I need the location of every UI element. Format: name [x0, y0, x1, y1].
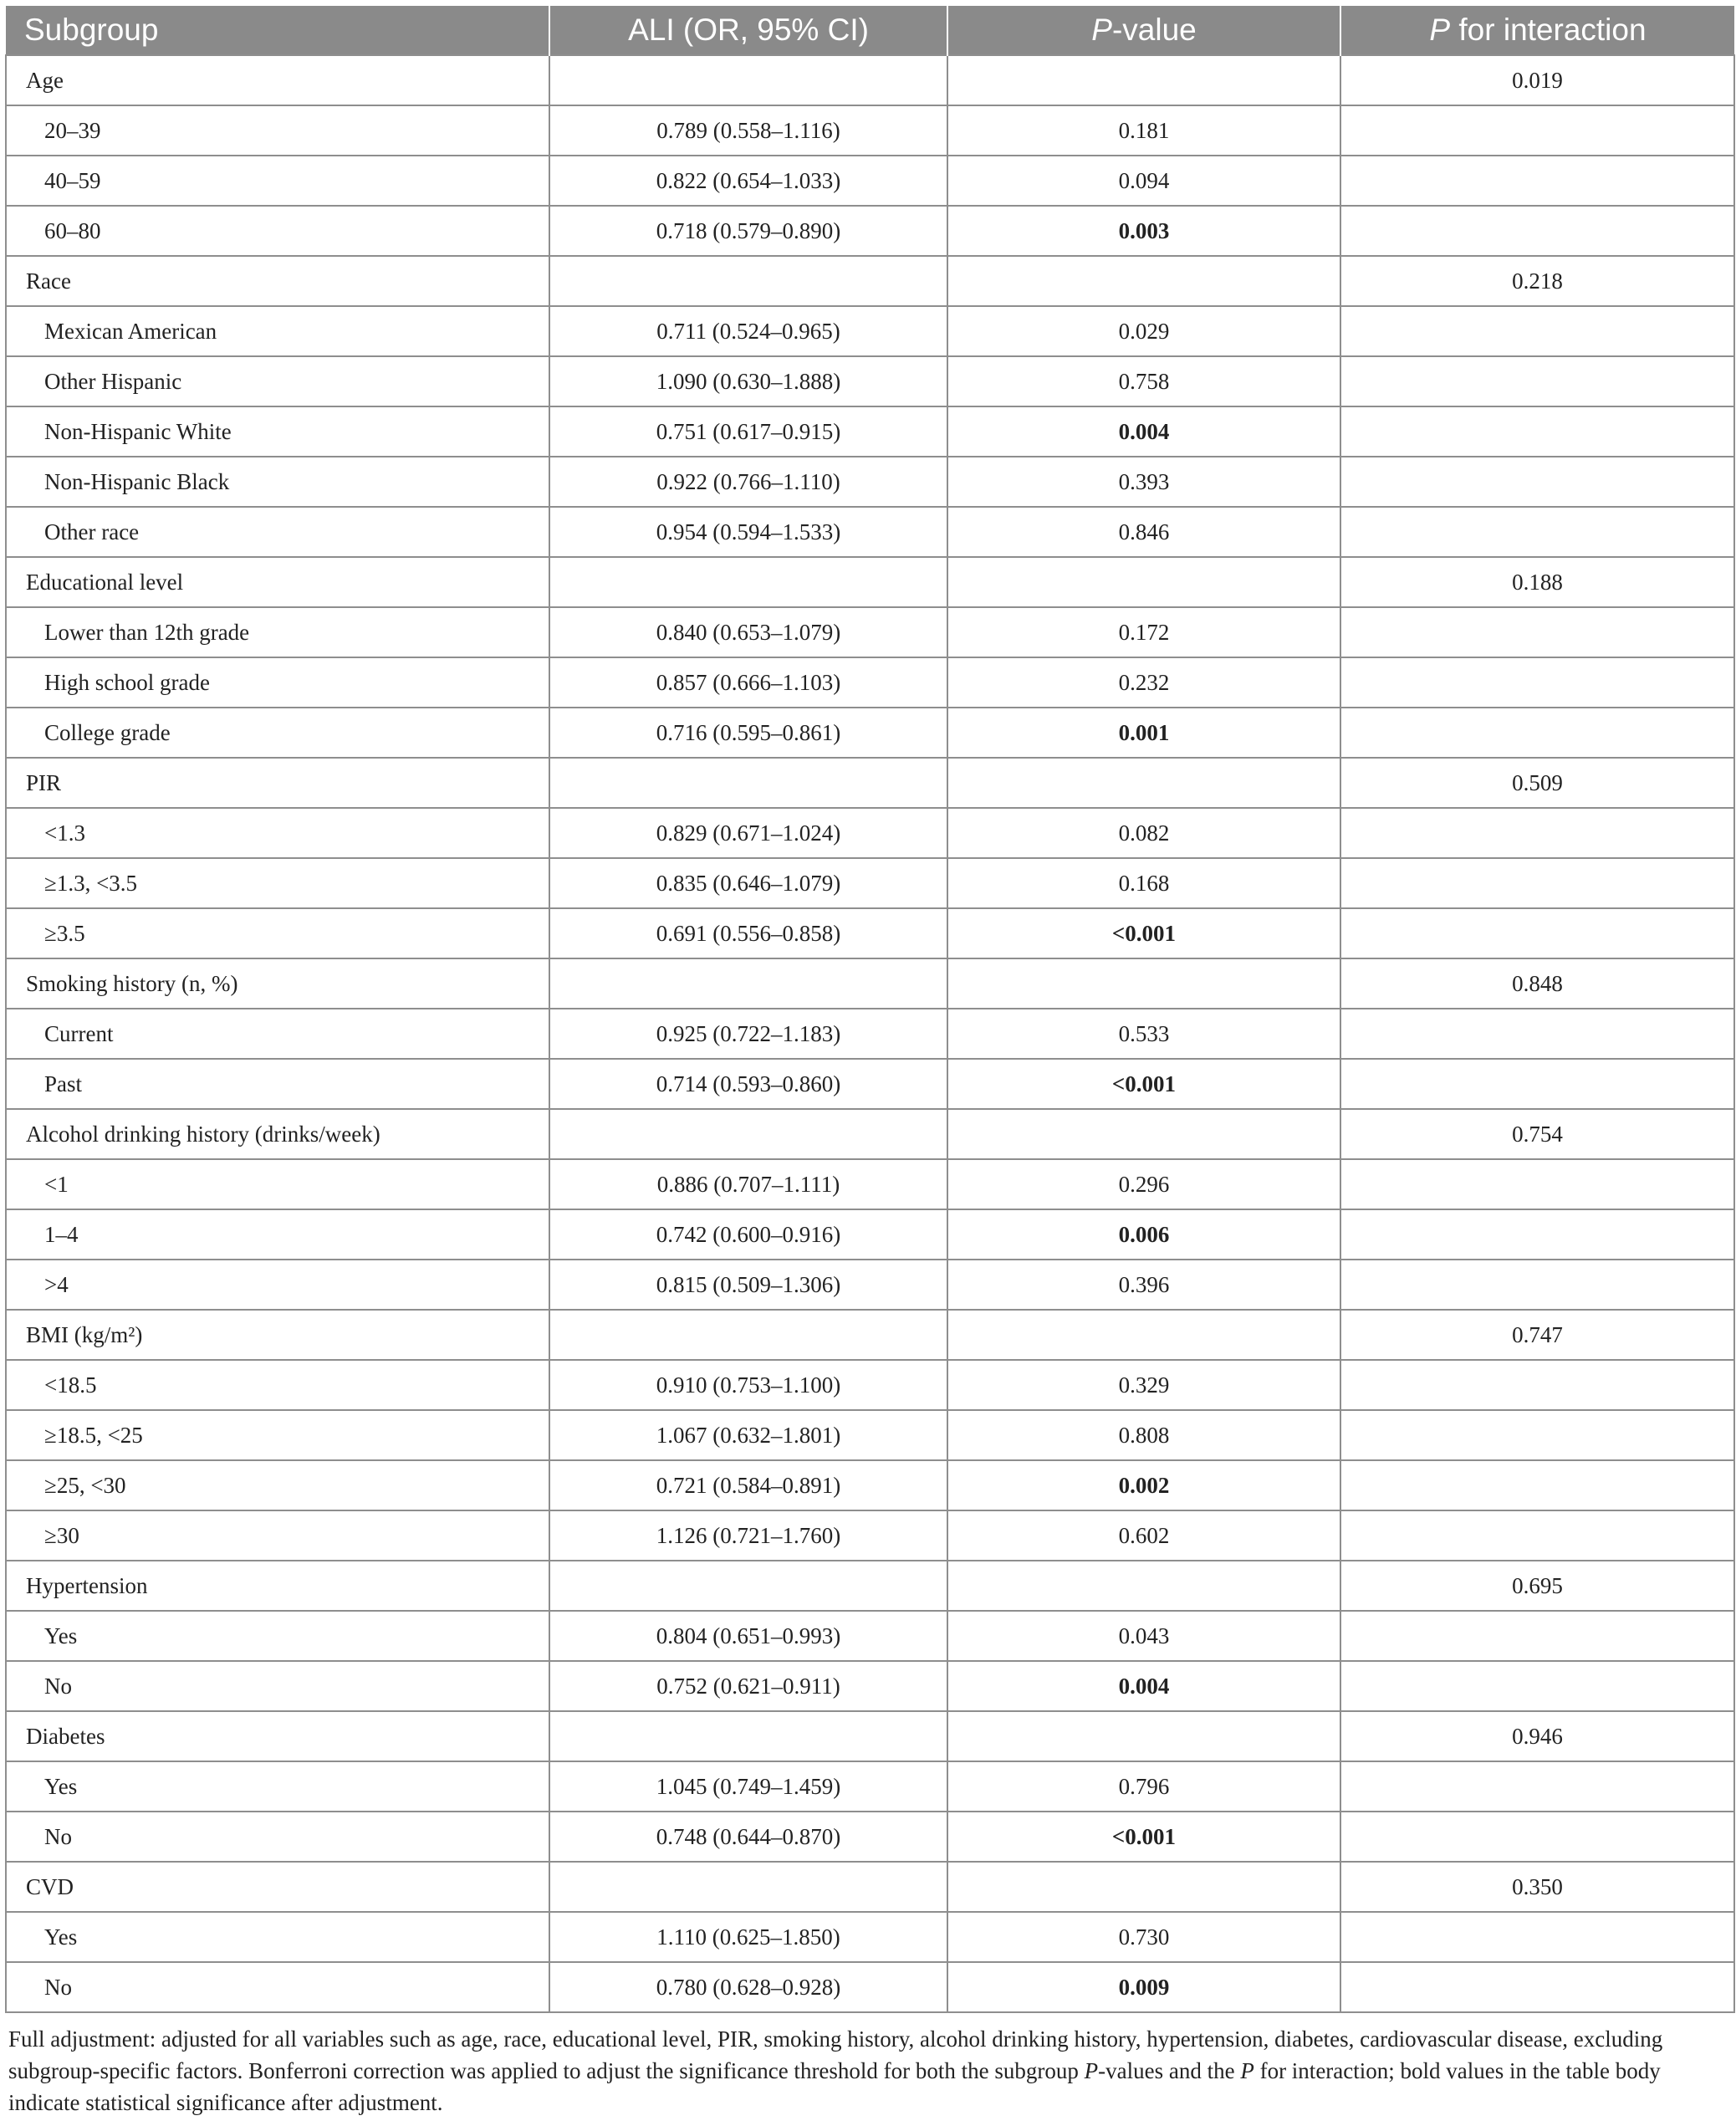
odds-ratio-cell — [549, 1711, 947, 1761]
p-value-cell: <0.001 — [947, 1059, 1340, 1109]
subgroup-cell: ≥3.5 — [6, 908, 549, 958]
p-interaction-cell — [1340, 1761, 1734, 1812]
footnote-italic-p1: P — [1084, 2058, 1099, 2083]
subgroup-cell: Alcohol drinking history (drinks/week) — [6, 1109, 549, 1159]
p-value-cell: 0.168 — [947, 858, 1340, 908]
header-p-interaction — [1340, 6, 1734, 55]
p-interaction-cell — [1340, 657, 1734, 708]
p-interaction-cell — [1340, 808, 1734, 858]
p-interaction-cell — [1340, 1410, 1734, 1460]
table-row — [6, 1209, 1734, 1260]
p-interaction-cell — [1340, 1812, 1734, 1862]
subgroup-cell: CVD — [6, 1862, 549, 1912]
p-interaction-cell: 0.350 — [1340, 1862, 1734, 1912]
p-value-cell: 0.004 — [947, 1661, 1340, 1711]
p-interaction-cell — [1340, 356, 1734, 406]
subgroup-analysis-table — [5, 6, 1735, 2013]
subgroup-cell: Other Hispanic — [6, 356, 549, 406]
odds-ratio-cell — [549, 1561, 947, 1611]
subgroup-cell: ≥18.5, <25 — [6, 1410, 549, 1460]
odds-ratio-cell — [549, 256, 947, 306]
p-interaction-cell: 0.848 — [1340, 958, 1734, 1009]
subgroup-cell: No — [6, 1962, 549, 2012]
odds-ratio-cell: 0.711 (0.524–0.965) — [549, 306, 947, 356]
p-interaction-cell — [1340, 858, 1734, 908]
subgroup-cell: 1–4 — [6, 1209, 549, 1260]
subgroup-cell: Current — [6, 1009, 549, 1059]
odds-ratio-cell — [549, 1310, 947, 1360]
odds-ratio-cell: 0.721 (0.584–0.891) — [549, 1460, 947, 1510]
table-row — [6, 1912, 1734, 1962]
p-interaction-cell — [1340, 1059, 1734, 1109]
odds-ratio-cell: 1.110 (0.625–1.850) — [549, 1912, 947, 1962]
odds-ratio-cell: 0.789 (0.558–1.116) — [549, 105, 947, 156]
table-row — [6, 1962, 1734, 2012]
odds-ratio-cell: 1.090 (0.630–1.888) — [549, 356, 947, 406]
subgroup-cell: No — [6, 1812, 549, 1862]
p-value-cell: 0.006 — [947, 1209, 1340, 1260]
p-interaction-cell — [1340, 206, 1734, 256]
odds-ratio-cell: 0.748 (0.644–0.870) — [549, 1812, 947, 1862]
subgroup-cell: Non-Hispanic Black — [6, 457, 549, 507]
table-row — [6, 1009, 1734, 1059]
p-value-cell: 0.232 — [947, 657, 1340, 708]
group-row — [6, 55, 1734, 105]
p-interaction-cell — [1340, 406, 1734, 457]
p-interaction-cell — [1340, 306, 1734, 356]
table-row — [6, 105, 1734, 156]
p-interaction-cell — [1340, 1510, 1734, 1561]
subgroup-cell: No — [6, 1661, 549, 1711]
p-value-cell: 0.172 — [947, 607, 1340, 657]
subgroup-cell: Yes — [6, 1611, 549, 1661]
subgroup-cell: Mexican American — [6, 306, 549, 356]
odds-ratio-cell: 0.954 (0.594–1.533) — [549, 507, 947, 557]
subgroup-cell: Yes — [6, 1912, 549, 1962]
p-interaction-cell — [1340, 1009, 1734, 1059]
subgroup-cell: Lower than 12th grade — [6, 607, 549, 657]
subgroup-cell: Age — [6, 55, 549, 105]
p-value-cell: 0.002 — [947, 1460, 1340, 1510]
odds-ratio-cell: 0.829 (0.671–1.024) — [549, 808, 947, 858]
p-interaction-cell — [1340, 1460, 1734, 1510]
subgroup-cell: PIR — [6, 758, 549, 808]
odds-ratio-cell: 0.815 (0.509–1.306) — [549, 1260, 947, 1310]
table-row — [6, 607, 1734, 657]
header-p-interaction-italic: P — [1429, 13, 1451, 47]
p-interaction-cell — [1340, 156, 1734, 206]
odds-ratio-cell: 0.751 (0.617–0.915) — [549, 406, 947, 457]
odds-ratio-cell — [549, 557, 947, 607]
p-value-cell: <0.001 — [947, 1812, 1340, 1862]
p-value-cell: 0.296 — [947, 1159, 1340, 1209]
p-interaction-cell — [1340, 507, 1734, 557]
header-row — [6, 6, 1734, 55]
p-value-cell — [947, 1711, 1340, 1761]
table-header — [6, 6, 1734, 55]
p-value-cell: 0.846 — [947, 507, 1340, 557]
table-row — [6, 1510, 1734, 1561]
subgroup-cell: Other race — [6, 507, 549, 557]
odds-ratio-cell: 0.886 (0.707–1.111) — [549, 1159, 947, 1209]
odds-ratio-cell: 0.835 (0.646–1.079) — [549, 858, 947, 908]
p-interaction-cell — [1340, 1209, 1734, 1260]
subgroup-cell: Race — [6, 256, 549, 306]
subgroup-cell: Educational level — [6, 557, 549, 607]
p-value-cell: 0.808 — [947, 1410, 1340, 1460]
p-interaction-cell — [1340, 105, 1734, 156]
p-interaction-cell: 0.509 — [1340, 758, 1734, 808]
p-value-cell: 0.796 — [947, 1761, 1340, 1812]
p-value-cell: 0.602 — [947, 1510, 1340, 1561]
subgroup-cell: Hypertension — [6, 1561, 549, 1611]
p-interaction-cell: 0.019 — [1340, 55, 1734, 105]
odds-ratio-cell: 0.857 (0.666–1.103) — [549, 657, 947, 708]
header-subgroup: Subgroup — [6, 6, 549, 55]
table-row — [6, 1410, 1734, 1460]
odds-ratio-cell — [549, 1862, 947, 1912]
group-row — [6, 1711, 1734, 1761]
odds-ratio-cell: 0.804 (0.651–0.993) — [549, 1611, 947, 1661]
subgroup-cell: <18.5 — [6, 1360, 549, 1410]
p-interaction-cell: 0.218 — [1340, 256, 1734, 306]
p-interaction-cell: 0.946 — [1340, 1711, 1734, 1761]
table-row — [6, 1260, 1734, 1310]
odds-ratio-cell — [549, 55, 947, 105]
odds-ratio-cell — [549, 958, 947, 1009]
header-p-interaction-rest: for interaction — [1450, 13, 1647, 47]
odds-ratio-cell: 0.822 (0.654–1.033) — [549, 156, 947, 206]
p-value-cell: 0.043 — [947, 1611, 1340, 1661]
table-row — [6, 507, 1734, 557]
table-row — [6, 1360, 1734, 1410]
p-value-cell: 0.094 — [947, 156, 1340, 206]
p-value-cell — [947, 758, 1340, 808]
p-value-cell: 0.396 — [947, 1260, 1340, 1310]
header-pvalue — [947, 6, 1340, 55]
header-ali: ALI (OR, 95% CI) — [549, 6, 947, 55]
table-row — [6, 1611, 1734, 1661]
subgroup-cell: Smoking history (n, %) — [6, 958, 549, 1009]
footnote-part1: Full adjustment: adjusted for all variables such as age, race, educational level, PIR, smoking history, alcohol drinking history, hypertension, diabetes, cardiovascular disease, excluding subgroup-specific factors. Bonferroni correction was applied to adjust the significance threshold for both the subgroup — [8, 2026, 1663, 2083]
p-value-cell: 0.329 — [947, 1360, 1340, 1410]
p-interaction-cell — [1340, 607, 1734, 657]
p-interaction-cell — [1340, 1360, 1734, 1410]
p-value-cell — [947, 958, 1340, 1009]
p-interaction-cell: 0.188 — [1340, 557, 1734, 607]
table-row — [6, 657, 1734, 708]
subgroup-cell: ≥25, <30 — [6, 1460, 549, 1510]
subgroup-cell: College grade — [6, 708, 549, 758]
table-row — [6, 1761, 1734, 1812]
subgroup-cell: Diabetes — [6, 1711, 549, 1761]
subgroup-cell: High school grade — [6, 657, 549, 708]
subgroup-cell: BMI (kg/m²) — [6, 1310, 549, 1360]
odds-ratio-cell: 0.752 (0.621–0.911) — [549, 1661, 947, 1711]
p-interaction-cell — [1340, 708, 1734, 758]
table-row — [6, 1059, 1734, 1109]
p-interaction-cell — [1340, 1661, 1734, 1711]
group-row — [6, 1561, 1734, 1611]
subgroup-cell: <1 — [6, 1159, 549, 1209]
subgroup-cell: >4 — [6, 1260, 549, 1310]
subgroup-cell: ≥1.3, <3.5 — [6, 858, 549, 908]
p-value-cell: 0.393 — [947, 457, 1340, 507]
p-value-cell — [947, 1109, 1340, 1159]
table-row — [6, 1661, 1734, 1711]
p-value-cell: 0.082 — [947, 808, 1340, 858]
table-row — [6, 858, 1734, 908]
odds-ratio-cell: 0.925 (0.722–1.183) — [549, 1009, 947, 1059]
subgroup-cell: ≥30 — [6, 1510, 549, 1561]
p-value-cell: 0.730 — [947, 1912, 1340, 1962]
p-value-cell: 0.029 — [947, 306, 1340, 356]
p-value-cell: 0.003 — [947, 206, 1340, 256]
subgroup-cell: Past — [6, 1059, 549, 1109]
table-row — [6, 457, 1734, 507]
p-value-cell: <0.001 — [947, 908, 1340, 958]
p-value-cell: 0.001 — [947, 708, 1340, 758]
p-value-cell: 0.758 — [947, 356, 1340, 406]
table-row — [6, 1812, 1734, 1862]
odds-ratio-cell: 0.910 (0.753–1.100) — [549, 1360, 947, 1410]
p-interaction-cell — [1340, 1159, 1734, 1209]
footnote-part3: for interaction; bold values in the table body indicate statistical significance after adjustment. — [8, 2058, 1661, 2115]
odds-ratio-cell: 0.691 (0.556–0.858) — [549, 908, 947, 958]
group-row — [6, 758, 1734, 808]
subgroup-cell: 60–80 — [6, 206, 549, 256]
odds-ratio-cell: 0.718 (0.579–0.890) — [549, 206, 947, 256]
p-value-cell — [947, 1862, 1340, 1912]
subgroup-cell: 20–39 — [6, 105, 549, 156]
subgroup-cell: <1.3 — [6, 808, 549, 858]
odds-ratio-cell: 0.840 (0.653–1.079) — [549, 607, 947, 657]
p-value-cell — [947, 55, 1340, 105]
odds-ratio-cell: 0.742 (0.600–0.916) — [549, 1209, 947, 1260]
footnote-part2: -values and the — [1098, 2058, 1241, 2083]
table-row — [6, 206, 1734, 256]
odds-ratio-cell: 1.067 (0.632–1.801) — [549, 1410, 947, 1460]
p-value-cell — [947, 1310, 1340, 1360]
table-row — [6, 908, 1734, 958]
p-interaction-cell: 0.695 — [1340, 1561, 1734, 1611]
p-interaction-cell: 0.747 — [1340, 1310, 1734, 1360]
group-row — [6, 1109, 1734, 1159]
subgroup-cell: Yes — [6, 1761, 549, 1812]
p-value-cell — [947, 557, 1340, 607]
p-interaction-cell — [1340, 1912, 1734, 1962]
odds-ratio-cell: 0.714 (0.593–0.860) — [549, 1059, 947, 1109]
footnote-italic-p2: P — [1240, 2058, 1254, 2083]
table-row — [6, 808, 1734, 858]
p-interaction-cell — [1340, 908, 1734, 958]
table-row — [6, 708, 1734, 758]
table-body — [6, 55, 1734, 2012]
p-interaction-cell — [1340, 1260, 1734, 1310]
odds-ratio-cell — [549, 758, 947, 808]
table-row — [6, 1460, 1734, 1510]
p-interaction-cell — [1340, 1611, 1734, 1661]
p-value-cell: 0.004 — [947, 406, 1340, 457]
p-value-cell: 0.181 — [947, 105, 1340, 156]
p-interaction-cell: 0.754 — [1340, 1109, 1734, 1159]
subgroup-cell: Non-Hispanic White — [6, 406, 549, 457]
header-pvalue-italic: P — [1091, 13, 1112, 47]
odds-ratio-cell: 0.716 (0.595–0.861) — [549, 708, 947, 758]
table-row — [6, 406, 1734, 457]
group-row — [6, 557, 1734, 607]
odds-ratio-cell: 1.045 (0.749–1.459) — [549, 1761, 947, 1812]
table-row — [6, 356, 1734, 406]
p-value-cell: 0.533 — [947, 1009, 1340, 1059]
p-value-cell — [947, 1561, 1340, 1611]
group-row — [6, 958, 1734, 1009]
odds-ratio-cell: 0.922 (0.766–1.110) — [549, 457, 947, 507]
odds-ratio-cell: 0.780 (0.628–0.928) — [549, 1962, 947, 2012]
odds-ratio-cell — [549, 1109, 947, 1159]
odds-ratio-cell: 1.126 (0.721–1.760) — [549, 1510, 947, 1561]
p-interaction-cell — [1340, 457, 1734, 507]
table-document — [5, 6, 1733, 2118]
p-value-cell: 0.009 — [947, 1962, 1340, 2012]
group-row — [6, 1310, 1734, 1360]
p-value-cell — [947, 256, 1340, 306]
group-row — [6, 256, 1734, 306]
table-footnote — [5, 2013, 1733, 2118]
header-pvalue-rest: -value — [1111, 13, 1197, 47]
table-row — [6, 1159, 1734, 1209]
table-row — [6, 306, 1734, 356]
subgroup-cell: 40–59 — [6, 156, 549, 206]
group-row — [6, 1862, 1734, 1912]
table-row — [6, 156, 1734, 206]
p-interaction-cell — [1340, 1962, 1734, 2012]
